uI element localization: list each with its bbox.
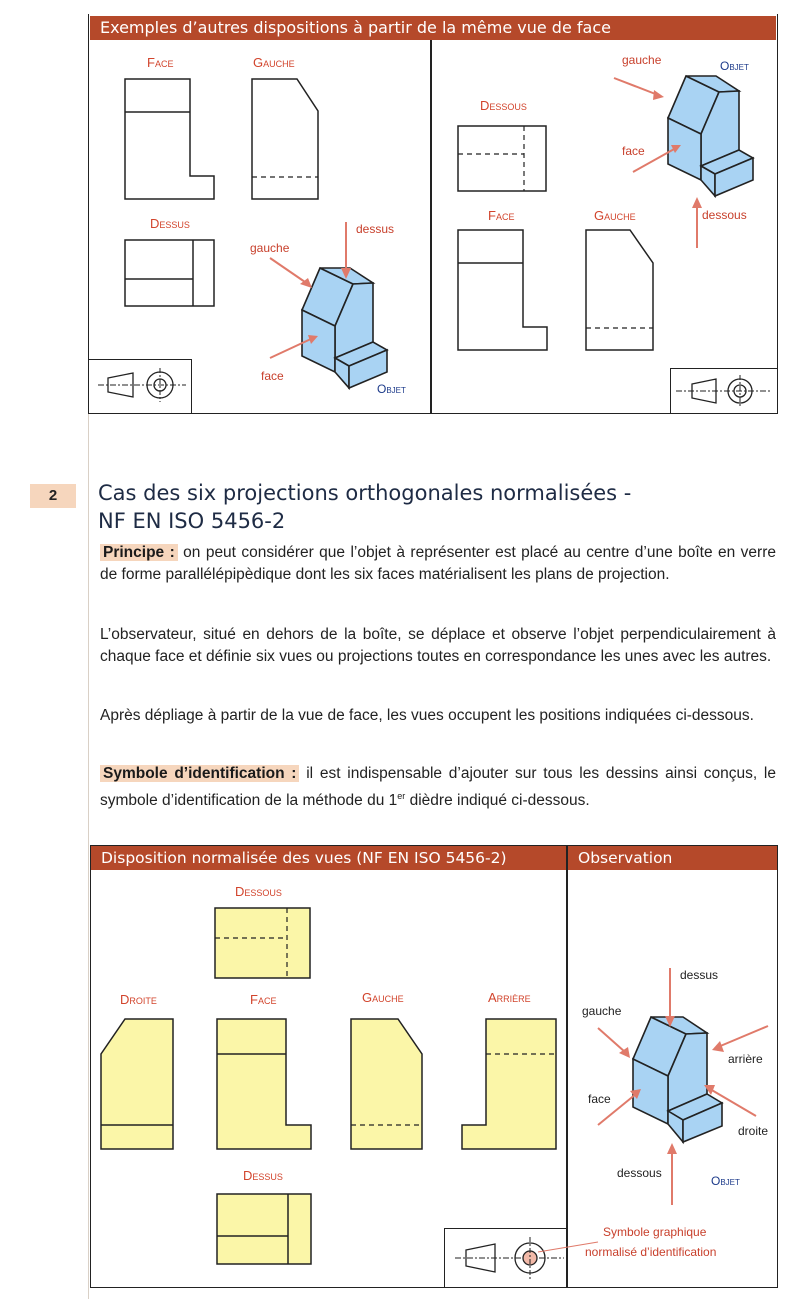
view-dessus-label: Dessus bbox=[243, 1168, 283, 1183]
obs-droite: droite bbox=[738, 1124, 769, 1138]
left-note-gauche: gauche bbox=[250, 241, 290, 255]
unfolding-paragraph: Après dépliage à partir de la vue de face, les vues occupent les positions indiquées ci-dessous. bbox=[100, 707, 754, 724]
observer-paragraph: L’observateur, situé en dehors de la boîte, se déplace et observe l’objet perpendiculairement à chaque face et définie six vues ou projections toutes en correspondance les unes avec les autres. bbox=[100, 626, 776, 665]
obs-gauche: gauche bbox=[582, 1004, 622, 1018]
right-note-dessous: dessous bbox=[702, 208, 747, 222]
left-note-dessus: dessus bbox=[356, 222, 395, 236]
symbole-label: Symbole d’identification : bbox=[100, 765, 299, 782]
view-dessous-label: Dessous bbox=[235, 884, 282, 899]
obs-dessus: dessus bbox=[680, 968, 719, 982]
obs-dessous: dessous bbox=[617, 1166, 662, 1180]
left-gauche-label: Gauche bbox=[253, 55, 295, 70]
section-title-line2: NF EN ISO 5456-2 bbox=[98, 509, 286, 533]
right-note-gauche: gauche bbox=[622, 53, 662, 67]
obs-objet: Objet bbox=[711, 1174, 740, 1188]
right-note-face: face bbox=[622, 144, 645, 158]
obs-face: face bbox=[588, 1092, 611, 1106]
right-gauche-label: Gauche bbox=[594, 208, 636, 223]
view-face-label: Face bbox=[250, 992, 277, 1007]
right-dessous-label: Dessous bbox=[480, 98, 527, 113]
left-face-label: Face bbox=[147, 55, 174, 70]
left-note-face: face bbox=[261, 369, 284, 383]
principe-label: Principe : bbox=[100, 544, 178, 561]
symbole-text-a: il est indispensable d’ajouter sur tous les dessins ainsi conçus, le symbole d’identification de la méthode du 1 bbox=[100, 765, 776, 810]
symbol-caption-line2: normalisé d’identification bbox=[585, 1245, 717, 1259]
right-face-label: Face bbox=[488, 208, 515, 223]
section-title-line1: Cas des six projections orthogonales normalisées - bbox=[98, 481, 632, 505]
top-section-header: Exemples d’autres dispositions à partir de la même vue de face bbox=[90, 16, 776, 40]
view-arriere-label: Arrière bbox=[488, 990, 531, 1005]
bottom-header-left: Disposition normalisée des vues (NF EN ISO 5456-2) bbox=[91, 846, 566, 870]
bottom-header-right: Observation bbox=[568, 846, 777, 870]
symbol-caption-line1: Symbole graphique bbox=[603, 1225, 707, 1239]
left-objet-label: Objet bbox=[377, 382, 406, 396]
principe-text: on peut considérer que l’objet à représenter est placé au centre d’une boîte en verre de forme parallélépipèdique dont les six faces matérialisent les plans de projection. bbox=[100, 544, 776, 583]
symbole-sup: er bbox=[397, 791, 406, 801]
view-droite-label: Droite bbox=[120, 992, 157, 1007]
obs-arriere: arrière bbox=[728, 1052, 763, 1066]
section-number: 2 bbox=[30, 484, 76, 508]
right-objet-label: Objet bbox=[720, 59, 749, 73]
left-dessus-label: Dessus bbox=[150, 216, 190, 231]
symbole-text-b: dièdre indiqué ci-dessous. bbox=[405, 792, 590, 810]
view-gauche-label: Gauche bbox=[362, 990, 404, 1005]
